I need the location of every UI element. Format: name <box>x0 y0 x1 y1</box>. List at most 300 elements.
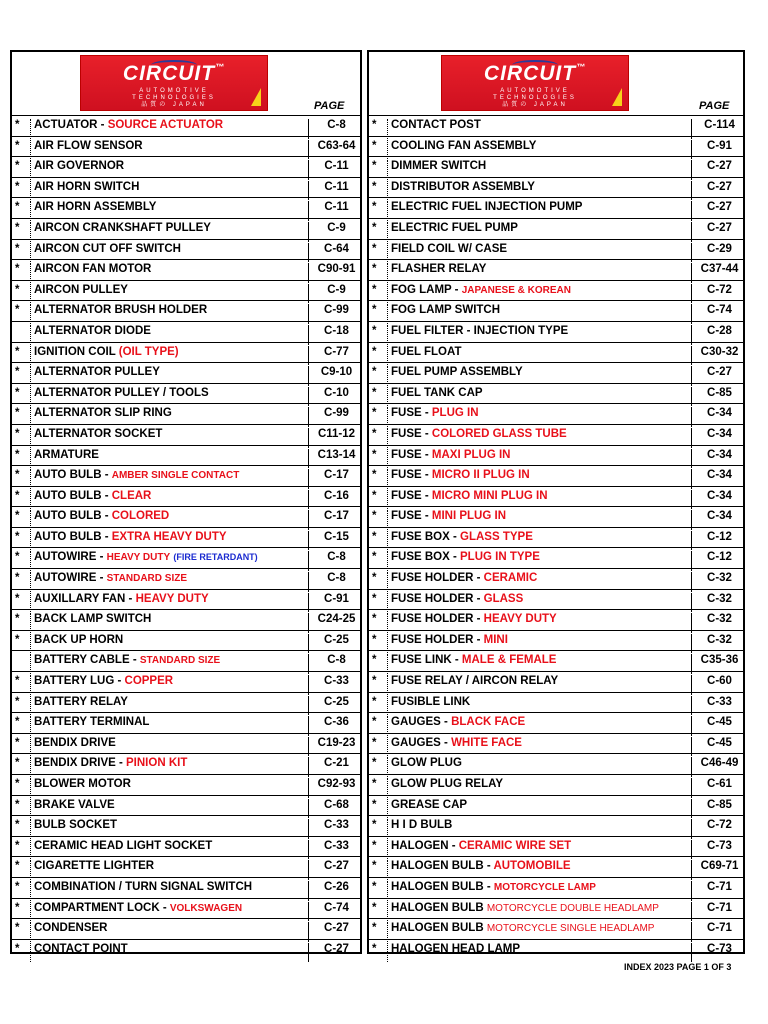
item-label: HALOGEN BULB - <box>391 860 494 873</box>
item-label: ALTERNATOR PULLEY / TOOLS <box>34 386 209 399</box>
logo-brand: CIRCUIT <box>483 62 577 85</box>
item-label: FUEL FILTER - INJECTION TYPE <box>391 324 569 337</box>
row-marker: * <box>15 510 20 523</box>
item-highlight: MICRO MINI PLUG IN <box>431 489 548 502</box>
page-ref: C-34 <box>691 490 747 510</box>
item-highlight: MINI <box>483 633 508 646</box>
row-marker: * <box>372 572 377 585</box>
index-row <box>12 774 360 795</box>
index-row <box>369 280 743 301</box>
row-marker: * <box>372 922 377 935</box>
item-highlight: VOLKSWAGEN <box>169 902 243 914</box>
item-label: DISTRIBUTOR ASSEMBLY <box>391 180 535 193</box>
circuit-logo <box>441 55 629 111</box>
page-ref: C-27 <box>308 943 364 963</box>
row-marker: * <box>372 345 377 358</box>
page-ref: C-34 <box>691 428 747 448</box>
item-label: FUSE - <box>391 407 432 420</box>
item-highlight: MOTORCYCLE SINGLE HEADLAMP <box>486 923 655 935</box>
row-marker: * <box>15 819 20 832</box>
index-row <box>12 300 360 321</box>
item-label: CONTACT POST <box>391 119 481 131</box>
item-label: CIGARETTE LIGHTER <box>34 860 155 873</box>
item-highlight: GLASS TYPE <box>460 530 533 543</box>
index-row <box>369 733 743 754</box>
item-label: DIMMER SWITCH <box>391 160 487 173</box>
row-marker: * <box>372 736 377 749</box>
page-ref: C9-10 <box>308 366 364 386</box>
item-label: BLOWER MOTOR <box>34 778 131 790</box>
page-column-header: PAGE <box>699 100 730 112</box>
item-highlight: SOURCE ACTUATOR <box>107 119 224 131</box>
item-label: FLASHER RELAY <box>391 263 487 276</box>
index-row <box>369 115 743 136</box>
page-ref: C-85 <box>691 387 747 407</box>
item-highlight: MINI PLUG IN <box>431 510 507 523</box>
item-label: BENDIX DRIVE - <box>34 757 127 770</box>
item-label: FUSE HOLDER - <box>391 572 484 585</box>
index-row <box>369 898 743 919</box>
page-ref: C-72 <box>691 284 747 304</box>
item-label: BATTERY LUG - <box>34 675 125 688</box>
item-label: FOG LAMP - <box>391 283 462 296</box>
item-highlight: CLEAR <box>111 489 152 502</box>
item-label: H I D BULB <box>391 819 453 832</box>
item-label: BACK UP HORN <box>34 633 124 646</box>
logo-line2: TECHNOLOGIES <box>493 95 577 101</box>
row-marker: * <box>372 469 377 482</box>
item-highlight: WHITE FACE <box>451 736 522 749</box>
page-ref: C-91 <box>691 140 747 160</box>
page-ref: C-32 <box>691 613 747 633</box>
page-ref: C19-23 <box>308 737 364 757</box>
item-highlight: COLORED GLASS TUBE <box>431 427 567 440</box>
row-marker: * <box>15 242 20 255</box>
page-ref: C46-49 <box>691 757 747 777</box>
item-highlight: BLACK FACE <box>451 716 526 729</box>
row-marker: * <box>372 819 377 832</box>
item-label: FUSE RELAY / AIRCON RELAY <box>391 675 559 688</box>
row-marker: * <box>15 839 20 852</box>
index-row <box>369 259 743 280</box>
index-row <box>369 547 743 568</box>
row-marker: * <box>15 633 20 646</box>
item-highlight: MALE & FEMALE <box>461 654 557 667</box>
item-highlight: CERAMIC WIRE SET <box>458 839 572 852</box>
page-ref: C-27 <box>308 922 364 942</box>
item-label: AUTO BULB - <box>34 469 112 482</box>
item-highlight: MAXI PLUG IN <box>431 448 511 461</box>
row-marker: * <box>372 201 377 214</box>
page-ref: C-32 <box>691 593 747 613</box>
row-marker: * <box>372 489 377 502</box>
index-row <box>12 589 360 610</box>
page-ref: C-9 <box>308 222 364 242</box>
row-marker: * <box>372 324 377 337</box>
page-ref: C-77 <box>308 346 364 366</box>
index-row <box>369 589 743 610</box>
row-marker: * <box>15 716 20 729</box>
item-highlight: PLUG IN <box>431 407 479 420</box>
item-label: GLOW PLUG RELAY <box>391 778 504 790</box>
row-marker: * <box>15 922 20 935</box>
index-row <box>12 836 360 857</box>
page-ref: C-34 <box>691 469 747 489</box>
index-row <box>369 712 743 733</box>
item-highlight: HEAVY DUTY <box>106 552 171 564</box>
index-row <box>369 424 743 445</box>
index-row <box>12 197 360 218</box>
logo-line3: 品質の JAPAN <box>502 102 568 108</box>
index-row <box>369 795 743 816</box>
index-row <box>369 568 743 589</box>
index-row <box>12 218 360 239</box>
item-label: AUTOWIRE - <box>34 572 107 585</box>
item-label: FUSE HOLDER - <box>391 592 484 605</box>
row-marker: * <box>15 880 20 893</box>
index-row <box>369 877 743 898</box>
index-row <box>12 259 360 280</box>
index-row <box>12 547 360 568</box>
page-ref: C-33 <box>308 675 364 695</box>
item-highlight: PLUG IN TYPE <box>460 551 540 564</box>
row-marker: * <box>15 160 20 173</box>
index-row <box>369 342 743 363</box>
row-marker: * <box>372 304 377 317</box>
row-marker: * <box>15 901 20 914</box>
page-ref: C-9 <box>308 284 364 304</box>
page-ref: C-27 <box>691 181 747 201</box>
page-ref: C-60 <box>691 675 747 695</box>
item-highlight: AUTOMOBILE <box>493 860 571 873</box>
page-ref: C-34 <box>691 449 747 469</box>
item-label: FUEL FLOAT <box>391 345 462 358</box>
item-label: FUSE - <box>391 469 432 482</box>
row-marker: * <box>372 654 377 667</box>
left-index-panel <box>10 50 362 954</box>
index-row <box>12 321 360 342</box>
item-highlight: MOTORCYCLE DOUBLE HEADLAMP <box>486 902 659 914</box>
page-ref: C-12 <box>691 551 747 571</box>
row-marker: * <box>372 407 377 420</box>
page-ref: C-99 <box>308 407 364 427</box>
item-label: AIR HORN ASSEMBLY <box>34 201 157 214</box>
index-row <box>12 156 360 177</box>
row-marker: * <box>372 675 377 688</box>
row-marker: * <box>15 139 20 152</box>
page-ref: C-68 <box>308 799 364 819</box>
page-ref: C-17 <box>308 510 364 530</box>
index-row <box>12 424 360 445</box>
page-ref: C-11 <box>308 160 364 180</box>
item-label: FIELD COIL W/ CASE <box>391 242 508 255</box>
row-marker: * <box>372 263 377 276</box>
item-highlight: HEAVY DUTY <box>135 592 209 605</box>
item-label: BRAKE VALVE <box>34 798 115 811</box>
row-marker: * <box>372 283 377 296</box>
index-row <box>12 239 360 260</box>
item-highlight: HEAVY DUTY <box>483 613 557 626</box>
row-marker: * <box>15 201 20 214</box>
row-marker: * <box>372 901 377 914</box>
logo-corner-icon <box>612 88 622 106</box>
page-ref: C-73 <box>691 943 747 963</box>
index-row <box>12 650 360 671</box>
item-label: COMBINATION / TURN SIGNAL SWITCH <box>34 880 253 893</box>
item-label: AIRCON CRANKSHAFT PULLEY <box>34 221 211 234</box>
index-row <box>369 506 743 527</box>
page-ref: C-17 <box>308 469 364 489</box>
page-ref: C-26 <box>308 881 364 901</box>
item-label: AUXILLARY FAN - <box>34 592 136 605</box>
logo-corner-icon <box>251 88 261 106</box>
row-marker: * <box>372 530 377 543</box>
item-label: FUSE HOLDER - <box>391 613 484 626</box>
item-label: CERAMIC HEAD LIGHT SOCKET <box>34 839 213 852</box>
page-ref: C37-44 <box>691 263 747 283</box>
page-footer: INDEX 2023 PAGE 1 OF 3 <box>624 962 732 972</box>
row-marker: * <box>15 283 20 296</box>
row-marker: * <box>372 633 377 646</box>
row-marker: * <box>15 613 20 626</box>
row-marker: * <box>372 942 377 955</box>
row-marker: * <box>15 798 20 811</box>
index-row <box>12 856 360 877</box>
page-ref: C-33 <box>308 819 364 839</box>
index-row <box>12 815 360 836</box>
row-marker: * <box>372 448 377 461</box>
row-marker: * <box>15 551 20 564</box>
page-ref: C-64 <box>308 243 364 263</box>
index-row <box>12 692 360 713</box>
item-label: COOLING FAN ASSEMBLY <box>391 139 537 152</box>
page-ref: C-25 <box>308 696 364 716</box>
page-ref: C-74 <box>308 902 364 922</box>
item-highlight: STANDARD SIZE <box>139 655 221 667</box>
item-label: FUSIBLE LINK <box>391 695 471 708</box>
row-marker: * <box>15 489 20 502</box>
page-ref: C-73 <box>691 840 747 860</box>
row-marker: * <box>372 551 377 564</box>
index-row <box>12 486 360 507</box>
row-marker: * <box>15 469 20 482</box>
item-label: GAUGES - <box>391 736 452 749</box>
index-row <box>369 753 743 774</box>
item-label: FUSE - <box>391 448 432 461</box>
item-label: BULB SOCKET <box>34 819 118 832</box>
row-marker: * <box>372 695 377 708</box>
page-ref: C90-91 <box>308 263 364 283</box>
row-marker: * <box>15 263 20 276</box>
index-row <box>369 815 743 836</box>
row-marker: * <box>372 427 377 440</box>
item-label: ELECTRIC FUEL PUMP <box>391 221 518 234</box>
item-label: CONDENSER <box>34 922 108 935</box>
page-ref: C69-71 <box>691 860 747 880</box>
index-row <box>12 877 360 898</box>
item-highlight: COLORED <box>111 510 170 523</box>
page-ref: C-11 <box>308 181 364 201</box>
index-row <box>12 506 360 527</box>
item-label: AUTO BULB - <box>34 530 112 543</box>
index-row <box>12 918 360 939</box>
item-label: AIRCON FAN MOTOR <box>34 263 152 276</box>
page-ref: C-71 <box>691 902 747 922</box>
page-ref: C-45 <box>691 737 747 757</box>
row-marker: * <box>15 778 20 790</box>
index-row <box>369 197 743 218</box>
index-row <box>12 362 360 383</box>
page-ref: C-71 <box>691 922 747 942</box>
index-row <box>369 692 743 713</box>
page-ref: C-114 <box>691 119 747 139</box>
logo-tm: ™ <box>576 62 587 72</box>
index-row <box>369 362 743 383</box>
item-note: (FIRE RETARDANT) <box>173 552 258 563</box>
row-marker: * <box>372 592 377 605</box>
page-ref: C-8 <box>308 654 364 674</box>
page-ref: C-27 <box>691 366 747 386</box>
item-highlight: GLASS <box>483 592 524 605</box>
row-marker: * <box>15 860 20 873</box>
item-label: COMPARTMENT LOCK - <box>34 901 170 914</box>
item-highlight: JAPANESE & KOREAN <box>461 284 571 296</box>
page-ref: C-27 <box>308 860 364 880</box>
index-row <box>369 239 743 260</box>
index-row <box>369 836 743 857</box>
item-label: BACK LAMP SWITCH <box>34 613 152 626</box>
page-ref: C11-12 <box>308 428 364 448</box>
page-ref: C-27 <box>691 201 747 221</box>
page-ref: C-10 <box>308 387 364 407</box>
item-label: ACTUATOR - <box>34 119 108 131</box>
item-label: HALOGEN HEAD LAMP <box>391 942 521 955</box>
page-ref: C-8 <box>308 551 364 571</box>
index-row <box>12 383 360 404</box>
item-label: FUSE - <box>391 427 432 440</box>
item-label: FUSE BOX - <box>391 530 461 543</box>
page-ref: C-34 <box>691 407 747 427</box>
index-row <box>12 136 360 157</box>
page-ref: C-71 <box>691 881 747 901</box>
row-marker: * <box>372 160 377 173</box>
row-marker: * <box>15 695 20 708</box>
row-marker: * <box>372 139 377 152</box>
page-ref: C-34 <box>691 510 747 530</box>
row-marker: * <box>372 510 377 523</box>
right-rows <box>369 115 743 959</box>
page-ref: C-45 <box>691 716 747 736</box>
row-marker: * <box>15 736 20 749</box>
item-highlight: PINION KIT <box>126 757 188 770</box>
row-marker: * <box>15 386 20 399</box>
page-ref: C-85 <box>691 799 747 819</box>
page-ref: C-74 <box>691 304 747 324</box>
item-label: AUTO BULB - <box>34 489 112 502</box>
index-row <box>12 609 360 630</box>
index-row <box>12 630 360 651</box>
item-highlight: MICRO II PLUG IN <box>431 469 530 482</box>
page-ref: C-72 <box>691 819 747 839</box>
page-ref: C-16 <box>308 490 364 510</box>
item-highlight: CERAMIC <box>483 572 538 585</box>
index-row <box>12 177 360 198</box>
index-row <box>369 609 743 630</box>
index-row <box>12 898 360 919</box>
index-row <box>369 856 743 877</box>
row-marker: * <box>372 221 377 234</box>
item-highlight: STANDARD SIZE <box>106 573 187 585</box>
item-name <box>387 943 520 963</box>
item-label: HALOGEN BULB - <box>391 880 494 893</box>
logo-line3: 品質の JAPAN <box>141 102 207 108</box>
item-label: AIR GOVERNOR <box>34 160 125 173</box>
index-row <box>12 712 360 733</box>
item-label: HALOGEN BULB <box>391 922 487 935</box>
item-label: ALTERNATOR DIODE <box>34 324 151 337</box>
row-marker: * <box>372 366 377 379</box>
item-label: GLOW PLUG <box>391 757 462 770</box>
row-marker: * <box>15 530 20 543</box>
index-row <box>369 156 743 177</box>
row-marker: * <box>15 119 20 131</box>
index-row <box>369 630 743 651</box>
page-ref: C-25 <box>308 634 364 654</box>
item-label: AUTO BULB - <box>34 510 112 523</box>
row-marker: * <box>15 221 20 234</box>
logo-brand: CIRCUIT <box>122 62 216 85</box>
page-ref: C24-25 <box>308 613 364 633</box>
logo-line2: TECHNOLOGIES <box>132 95 216 101</box>
item-label: ALTERNATOR SLIP RING <box>34 407 172 420</box>
page-ref: C-99 <box>308 304 364 324</box>
item-label: BATTERY TERMINAL <box>34 716 150 729</box>
index-row <box>12 568 360 589</box>
row-marker: * <box>372 778 377 790</box>
page-ref: C-32 <box>691 634 747 654</box>
index-row <box>369 136 743 157</box>
index-row <box>12 527 360 548</box>
item-label: BATTERY CABLE - <box>34 654 140 667</box>
index-row <box>369 486 743 507</box>
index-row <box>12 465 360 486</box>
item-highlight: EXTRA HEAVY DUTY <box>111 530 227 543</box>
item-highlight: AMBER SINGLE CONTACT <box>111 470 240 482</box>
index-row <box>12 733 360 754</box>
item-label: AIRCON CUT OFF SWITCH <box>34 242 181 255</box>
page-ref: C-27 <box>691 160 747 180</box>
page-ref: C-27 <box>691 222 747 242</box>
index-row <box>369 671 743 692</box>
row-marker: * <box>372 839 377 852</box>
index-row <box>369 650 743 671</box>
index-row <box>369 774 743 795</box>
index-row <box>369 465 743 486</box>
index-row <box>12 342 360 363</box>
row-marker: * <box>15 180 20 193</box>
circuit-logo <box>80 55 268 111</box>
index-row <box>369 939 743 960</box>
item-label: FUSE LINK - <box>391 654 462 667</box>
item-label: ELECTRIC FUEL INJECTION PUMP <box>391 201 583 214</box>
item-highlight: (OIL TYPE) <box>118 345 179 358</box>
page-ref: C-33 <box>308 840 364 860</box>
row-marker: * <box>372 716 377 729</box>
row-marker: * <box>372 119 377 131</box>
item-name <box>30 943 128 963</box>
row-marker: * <box>372 860 377 873</box>
row-marker: * <box>15 407 20 420</box>
